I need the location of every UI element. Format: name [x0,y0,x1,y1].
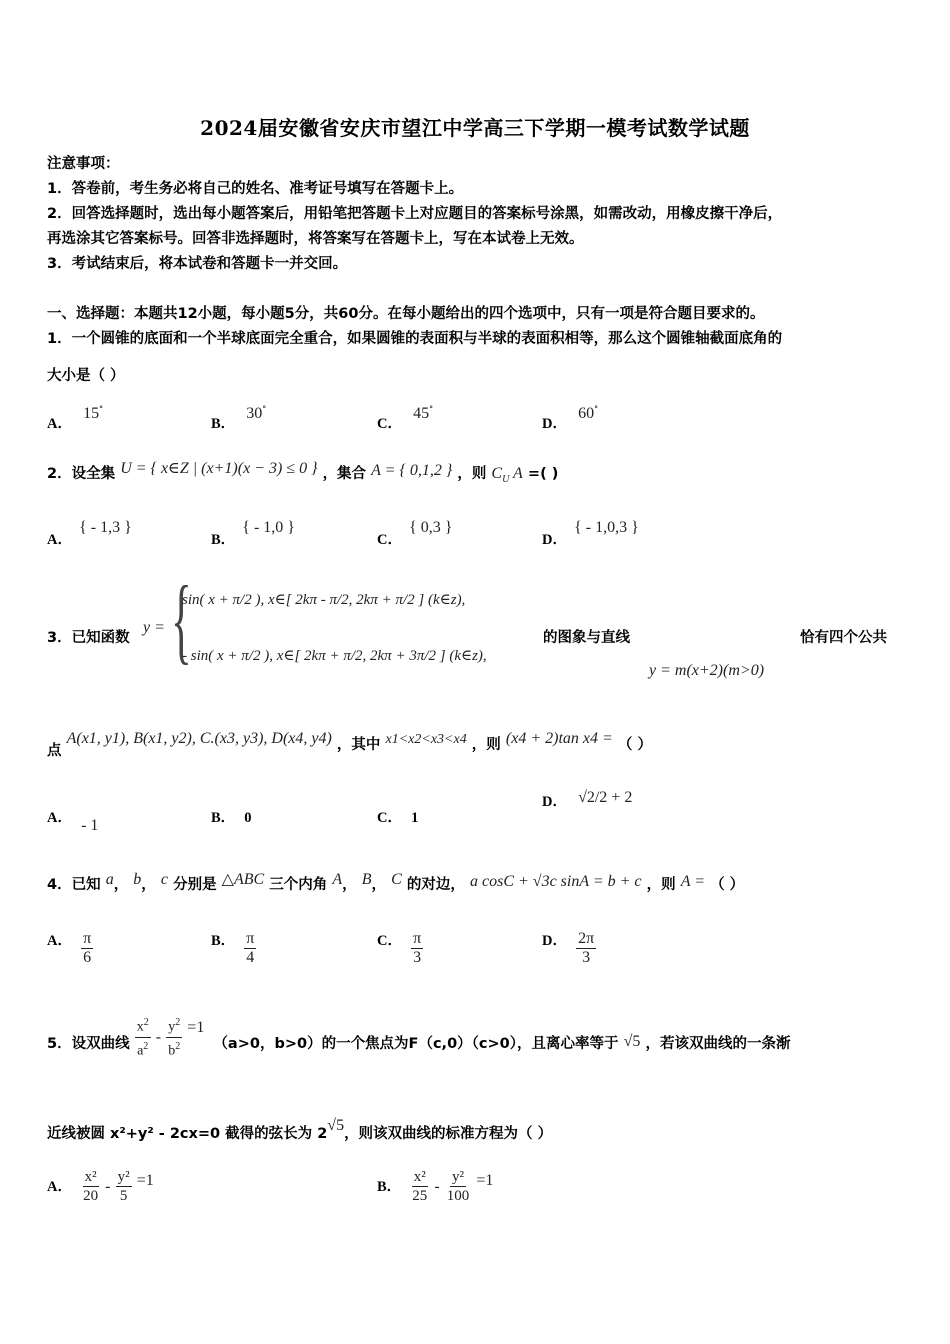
eccentricity-value: √5 [623,1032,641,1050]
question-4-text: 4．已知 a， b， c 分别是 △ABC 三个内角 A， B， C 的对边， a cosC + √3c sinA = b + c ，则 A = （ ） [47,871,745,893]
q4-option-d: D． $\frac{2\pi}{3}$ [542,930,595,966]
notice-heading: 注意事项： [47,156,120,172]
fraction: $\frac{2\pi}{3}$ [578,930,595,966]
degree-icon: ° [262,404,267,414]
fraction: $\frac{\text{y²}}{100}$ [446,1169,470,1204]
line-equation: y = m(x+2)(m>0) [649,662,765,679]
degree-icon: ° [429,404,434,414]
question-1-text: 大小是（ ） [47,368,125,384]
q5-option-a: A． $\frac{\text{x²}}{20}$ - $\frac{\text{y²}}{5}$ =1 [47,1169,154,1204]
fraction: $\frac{\text{y²}}{5}$ [117,1169,130,1204]
fraction: $\frac{\pi}{4}$ [246,930,255,966]
q2-option-b: B． { - 1,0 } [211,519,295,548]
set-u: U = { x∈Z | (x+1)(x − 3) ≤ 0 } [120,460,318,477]
q3-option-a: A． - 1 [47,810,99,834]
chord-length: √5 [327,1117,345,1134]
notice-item: 3．考试结束后，将本试卷和答题卡一并交回。 [47,256,348,272]
fraction: $\frac{\text{x²}}{25}$ [412,1169,428,1204]
fraction: $\frac{\pi}{3}$ [413,930,422,966]
q5-option-b: B． $\frac{\text{x²}}{25}$ - $\frac{\text{y²}}{100}$ =1 [377,1169,494,1204]
page-title: 2024届安徽省安庆市望江中学高三下学期一模考试数学试题 [200,116,750,140]
q1-option-c: C． 45° [377,404,434,432]
hyperbola-term-x: $\frac{x^2}{a^2}$ [135,1014,151,1060]
q3-option-c: C． 1 [377,810,419,826]
triangle-abc: △ABC [221,871,265,888]
q1-option-d: D． 60° [542,404,599,432]
hyperbola-term-y: $\frac{y^2}{b^2}$ [166,1014,182,1060]
given-equation: a cosC + √3c sinA = b + c [470,873,642,890]
question-3-text: 的图象与直线 [543,630,630,646]
complement-symbol: $C_U$ A [491,465,523,486]
degree-icon: ° [99,404,104,414]
q4-option-c: C． $\frac{\pi}{3}$ [377,930,422,966]
degree-icon: ° [594,404,599,414]
set-a: A = { 0,1,2 } [371,462,453,479]
piecewise-brace: { [171,566,192,673]
notice-item: 2．回答选择题时，选出每小题答案后，用铅笔把答题卡上对应题目的答案标号涂黑，如需改动，用橡皮擦干净后， [47,206,783,222]
question-2-text: 2．设全集 U = { x∈Z | (x+1)(x − 3) ≤ 0 } ，集合 A = { 0,1,2 } ，则 $C_U$ A =( ) [47,460,559,486]
question-5-text: 5．设双曲线 $\frac{x^2}{a^2}$ - $\frac{y^2}{b^2}$ =1 （a>0，b>0）的一个焦点为F（c,0）（c>0），且离心率等于 √5 ，若该双曲线的一条渐 [47,1014,790,1060]
q2-option-a: A． { - 1,3 } [47,519,132,548]
target-expression: (x4 + 2)tan x4 = [505,730,613,747]
q1-option-b: B． 30° [211,404,267,432]
notice-item: 再选涂其它答案标号。回答非选择题时，将答案写在答题卡上，写在本试卷上无效。 [47,231,584,247]
question-5-text: 近线被圆 x²+y² - 2cx=0 截得的弦长为 2√5，则该双曲线的标准方程为（ ） [47,1117,553,1142]
q4-option-b: B． $\frac{\pi}{4}$ [211,930,255,966]
q1-option-a: A． 15° [47,404,104,432]
function-y: y = [143,619,165,636]
piecewise-case-1: sin( x + π/2 ), x∈[ 2kπ - π/2, 2kπ + π/2 ] (k∈z), [182,592,466,608]
fraction: $\frac{\text{x²}}{20}$ [83,1169,99,1204]
q4-option-a: A． $\frac{\pi}{6}$ [47,930,92,966]
notice-item: 1．答卷前，考生务必将自己的姓名、准考证号填写在答题卡上。 [47,181,464,197]
q2-option-c: C． { 0,3 } [377,519,453,548]
question-1-text: 1．一个圆锥的底面和一个半球底面完全重合，如果圆锥的表面积与半球的表面积相等，那么这个圆锥轴截面底角的 [47,331,783,347]
fraction: $\frac{\pi}{6}$ [83,930,92,966]
question-3-text: 点 A(x1, y1), B(x1, y2), C.(x3, y3), D(x4, y4) ，其中 x1<x2<x3<x4 ，则 (x4 + 2)tan x4 = （ ） [47,730,652,759]
section-heading: 一、选择题：本题共12小题，每小题5分，共60分。在每小题给出的四个选项中，只有一项是符合题目要求的。 [47,306,765,322]
order-relation: x1<x2<x3<x4 [385,732,467,747]
q3-option-b: B． 0 [211,810,252,826]
piecewise-case-2: - sin( x + π/2 ), x∈[ 2kπ + π/2, 2kπ + 3π/2 ] (k∈z), [182,648,487,664]
question-3-text: 恰有四个公共 [800,630,887,646]
question-3-text: 3．已知函数 [47,630,130,646]
points-list: A(x1, y1), B(x1, y2), C.(x3, y3), D(x4, y4) [66,730,332,747]
q2-option-d: D． { - 1,0,3 } [542,519,639,548]
q3-option-d: D． √2/2 + 2 [542,789,633,810]
